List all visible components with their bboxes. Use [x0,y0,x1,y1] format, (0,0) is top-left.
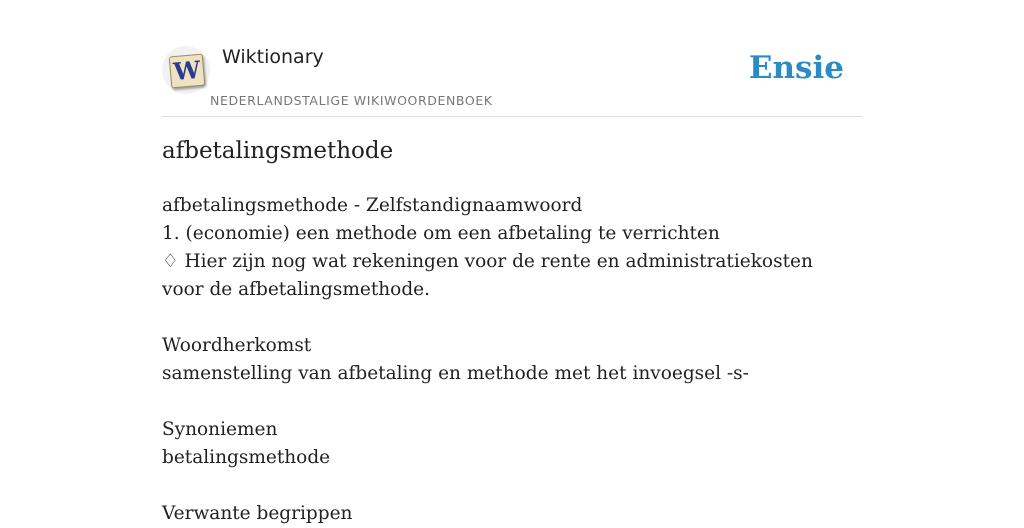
ensie-brand-link[interactable]: Ensie [748,50,844,86]
wiktionary-logo[interactable] [162,46,210,94]
synonyms-heading: Synoniemen [162,419,278,440]
related-heading: Verwante begrippen [162,503,353,524]
entry-content [162,192,852,528]
page-title: afbetalingsmethode [162,138,394,164]
spacer [162,388,852,416]
site-name[interactable]: Wiktionary [222,46,324,68]
etymology-heading: Woordherkomst [162,335,312,356]
definition-line: 1. (economie) een methode om een afbetaling te verrichten [162,223,720,244]
spacer [162,472,852,500]
example-line: ♢ Hier zijn nog wat rekeningen voor de rente en administratiekosten voor de afbetalingsmethode. [162,251,813,300]
site-subtitle: NEDERLANDSTALIGE WIKIWOORDENBOEK [210,93,493,108]
word-class-line: afbetalingsmethode - Zelfstandignaamwoord [162,195,583,216]
etymology-text: samenstelling van afbetaling en methode met het invoegsel -s- [162,363,749,384]
wiktionary-logo-icon: W [169,54,206,89]
synonyms-text: betalingsmethode [162,447,331,468]
spacer [162,304,852,332]
site-header [162,46,862,117]
